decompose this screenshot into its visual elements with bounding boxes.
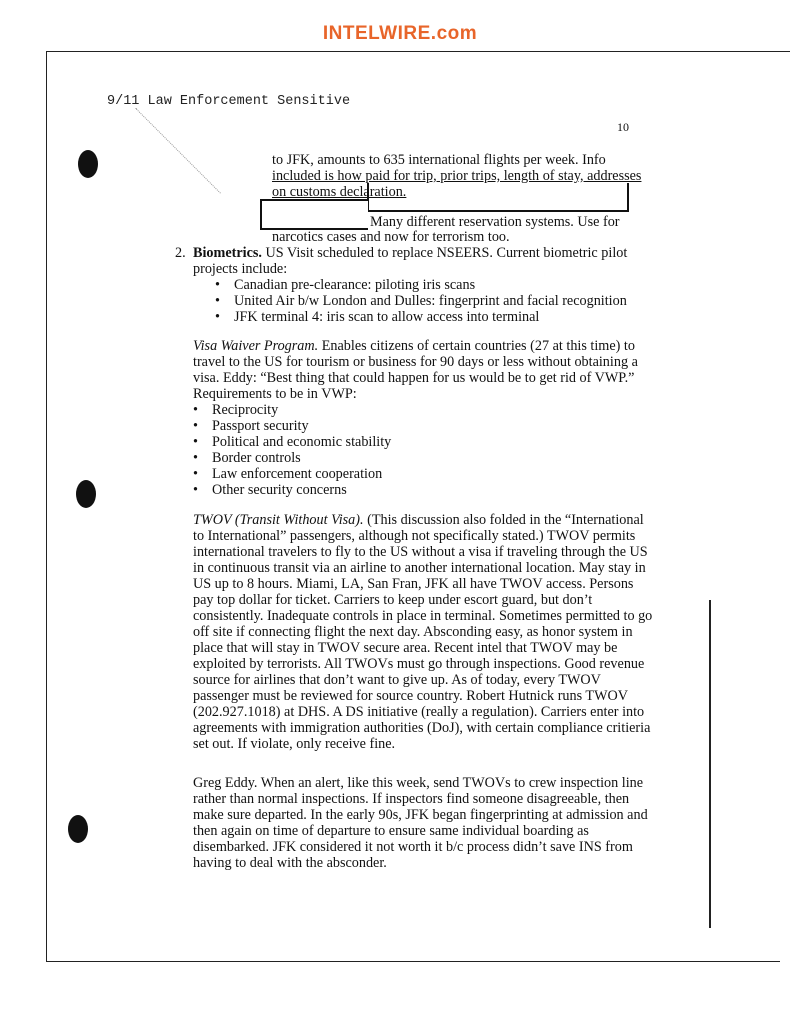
list-item: • JFK terminal 4: iris scan to allow access into terminal	[215, 309, 635, 325]
bottom-rule	[46, 961, 780, 962]
biometrics-section	[175, 245, 635, 325]
redaction-box-lower	[260, 199, 368, 230]
top-line: included is how paid for trip, prior trips, length of stay, addresses	[272, 168, 642, 184]
top-line: Many different reservation systems. Use for	[370, 214, 620, 230]
top-line: on customs declaration.	[272, 184, 407, 200]
twov-line: set out. If violate, only receive fine.	[193, 736, 396, 752]
twov-line: consistently. Inadequate controls in place in terminal. Sometimes permitted to go	[193, 608, 653, 624]
punch-hole-1	[78, 150, 98, 178]
vwp-text: visa. Eddy: “Best thing that could happen for us would be to get rid of VWP.”	[193, 370, 635, 386]
list-item: • Other security concerns	[193, 482, 653, 498]
twov-line: off site if connecting flight the next day. Absconding easy, as honor system in	[193, 624, 633, 640]
twov-line: to International” passengers, although not specifically stated.) TWOV permits	[193, 528, 636, 544]
list-item: • Political and economic stability	[193, 434, 653, 450]
twov-line: in continuous transit via an airline to another international location. May stay in	[193, 560, 646, 576]
twov-line: US up to 8 hours. Miami, LA, San Fran, JFK all have TWOV access. Persons	[193, 576, 634, 592]
biometrics-text: US Visit scheduled to replace NSEERS. Current biometric pilot	[261, 245, 628, 261]
vwp-text: travel to the US for tourism or business for 90 days or less without obtaining a	[193, 354, 638, 370]
eddy-line: Greg Eddy. When an alert, like this week, send TWOVs to crew inspection line	[193, 775, 644, 791]
top-line: to JFK, amounts to 635 international flights per week. Info	[272, 152, 606, 168]
biometrics-text: projects include:	[193, 261, 288, 277]
twov-line: exploited by terrorists. All TWOVs must go through inspections. Good revenue	[193, 656, 645, 672]
list-item: • Passport security	[193, 418, 653, 434]
punch-hole-3	[68, 815, 88, 843]
list-item: • United Air b/w London and Dulles: fingerprint and facial recognition	[215, 293, 635, 309]
twov-line: (202.927.1018) at DHS. A DS initiative (really a regulation). Carriers enter into	[193, 704, 645, 720]
page-number: 10	[617, 120, 629, 134]
twov-section	[193, 512, 663, 752]
biometrics-title: Biometrics.	[193, 245, 262, 261]
vwp-section	[193, 338, 653, 498]
twov-line: place that will stay in TWOV secure area. Recent intel that TWOV may be	[193, 640, 618, 656]
eddy-line: make sure departed. In the early 90s, JFK began fingerprinting at admission and	[193, 807, 648, 823]
scan-artifact-dots	[135, 108, 221, 194]
list-item: • Canadian pre-clearance: piloting iris scans	[215, 277, 635, 293]
vwp-text: Requirements to be in VWP:	[193, 386, 357, 402]
top-line: narcotics cases and now for terrorism too.	[272, 229, 510, 245]
eddy-line: rather than normal inspections. If inspectors find someone disagreeable, then	[193, 791, 630, 807]
biometrics-list	[215, 277, 635, 325]
punch-hole-2	[76, 480, 96, 508]
eddy-section	[193, 775, 663, 871]
biometrics-number: 2.	[175, 245, 186, 261]
list-item: • Reciprocity	[193, 402, 653, 418]
twov-line: agreements with immigration authorities (DoJ), with certain compliance critieria	[193, 720, 651, 736]
vwp-text: Enables citizens of certain countries (27 at this time) to	[318, 338, 635, 354]
left-rule	[46, 51, 47, 961]
twov-title: TWOV (Transit Without Visa).	[193, 512, 364, 528]
twov-line: passenger must be reviewed for source country. Robert Hutnick runs TWOV	[193, 688, 628, 704]
eddy-line: having to deal with the absconder.	[193, 855, 387, 871]
top-rule	[46, 51, 790, 52]
twov-line: source for airlines that don’t want to give up. As of today, every TWOV	[193, 672, 601, 688]
list-item: • Border controls	[193, 450, 653, 466]
classification-header: 9/11 Law Enforcement Sensitive	[107, 94, 351, 109]
twov-line: pay top dollar for ticket. Carriers to keep under escort guard, but don’t	[193, 592, 593, 608]
eddy-line: disembarked. JFK considered it not worth it b/c process didn’t save INS from	[193, 839, 633, 855]
eddy-line: then again on time of departure to ensure same individual boarding as	[193, 823, 589, 839]
vwp-requirements-list	[193, 402, 653, 498]
twov-line: international travelers to fly to the US without a visa if traveling through the US	[193, 544, 648, 560]
vwp-title: Visa Waiver Program.	[193, 338, 319, 354]
right-margin-mark	[709, 600, 711, 928]
top-text-block	[272, 152, 652, 200]
list-item: • Law enforcement cooperation	[193, 466, 653, 482]
intelwire-watermark: INTELWIRE.com	[322, 23, 478, 44]
twov-line: (This discussion also folded in the “International	[363, 512, 644, 528]
